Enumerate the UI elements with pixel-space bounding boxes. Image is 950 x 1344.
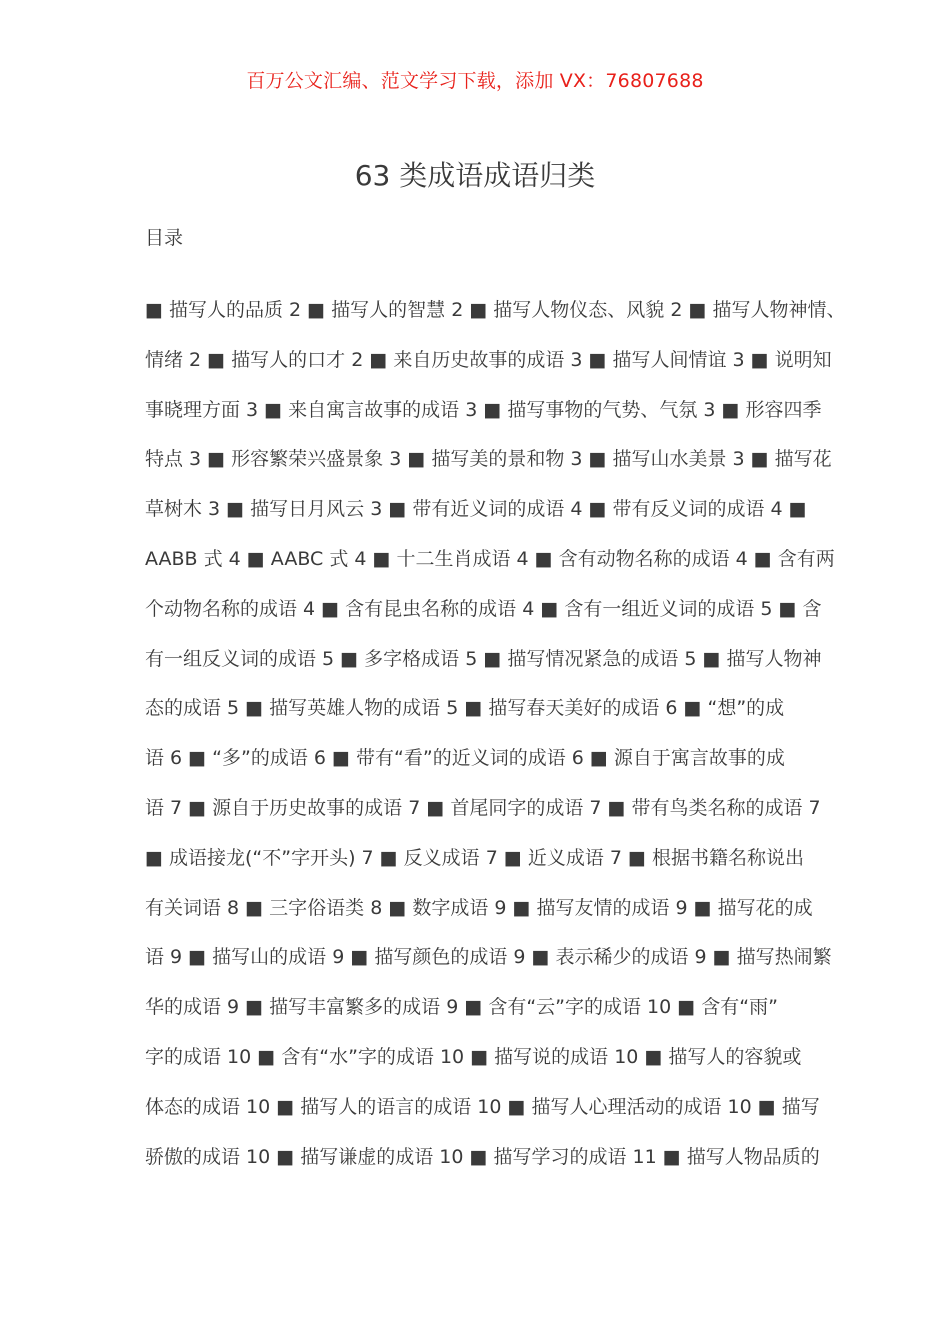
- toc-line: 草树木 3 ■ 描写日月风云 3 ■ 带有近义词的成语 4 ■ 带有反义词的成语 4 ■: [145, 498, 807, 521]
- toc-line: 语 9 ■ 描写山的成语 9 ■ 描写颜色的成语 9 ■ 表示稀少的成语 9 ■ 描写热闹繁: [145, 946, 832, 969]
- toc-line: 事晓理方面 3 ■ 来自寓言故事的成语 3 ■ 描写事物的气势、气氛 3 ■ 形容四季: [145, 398, 822, 421]
- toc-line: 语 6 ■ “多”的成语 6 ■ 带有“看”的近义词的成语 6 ■ 源自于寓言故事的成: [145, 747, 785, 770]
- toc-line: 语 7 ■ 源自于历史故事的成语 7 ■ 首尾同字的成语 7 ■ 带有鸟类名称的成语 7: [145, 796, 821, 819]
- toc-line: 有一组反义词的成语 5 ■ 多字格成语 5 ■ 描写情况紧急的成语 5 ■ 描写人物神: [145, 647, 822, 670]
- toc-line: 有关词语 8 ■ 三字俗语类 8 ■ 数字成语 9 ■ 描写友情的成语 9 ■ 描写花的成: [145, 896, 813, 919]
- toc-line: ■ 描写人的品质 2 ■ 描写人的智慧 2 ■ 描写人物仪态、风貌 2 ■ 描写人物神情、: [145, 299, 846, 321]
- toc-line: 个动物名称的成语 4 ■ 含有昆虫名称的成语 4 ■ 含有一组近义词的成语 5 ■ 含: [145, 597, 822, 620]
- document-title: 63 类成语成语归类: [354, 159, 596, 192]
- toc-line: 特点 3 ■ 形容繁荣兴盛景象 3 ■ 描写美的景和物 3 ■ 描写山水美景 3 ■ 描写花: [145, 448, 832, 471]
- toc-line: 字的成语 10 ■ 含有“水”字的成语 10 ■ 描写说的成语 10 ■ 描写人的容貌或: [145, 1045, 802, 1068]
- toc-heading: 目录: [145, 227, 184, 249]
- toc-line: 体态的成语 10 ■ 描写人的语言的成语 10 ■ 描写人心理活动的成语 10 ■ 描写: [145, 1095, 820, 1118]
- toc-line: ■ 成语接龙(“不”字开头) 7 ■ 反义成语 7 ■ 近义成语 7 ■ 根据书籍名称说出: [145, 846, 804, 869]
- toc-line: 华的成语 9 ■ 描写丰富繁多的成语 9 ■ 含有“云”字的成语 10 ■ 含有“雨”: [145, 996, 778, 1019]
- toc-body: [145, 286, 846, 1182]
- toc-line: 情绪 2 ■ 描写人的口才 2 ■ 来自历史故事的成语 3 ■ 描写人间情谊 3 ■ 说明知: [145, 348, 832, 371]
- header-note: 百万公文汇编、范文学习下载，添加 VX：76807688: [246, 70, 704, 92]
- toc-line: 态的成语 5 ■ 描写英雄人物的成语 5 ■ 描写春天美好的成语 6 ■ “想”的成: [145, 697, 785, 720]
- toc-line: 骄傲的成语 10 ■ 描写谦虚的成语 10 ■ 描写学习的成语 11 ■ 描写人物品质的: [145, 1145, 820, 1168]
- toc-line: AABB 式 4 ■ AABC 式 4 ■ 十二生肖成语 4 ■ 含有动物名称的成语 4 ■ 含有两: [145, 547, 835, 570]
